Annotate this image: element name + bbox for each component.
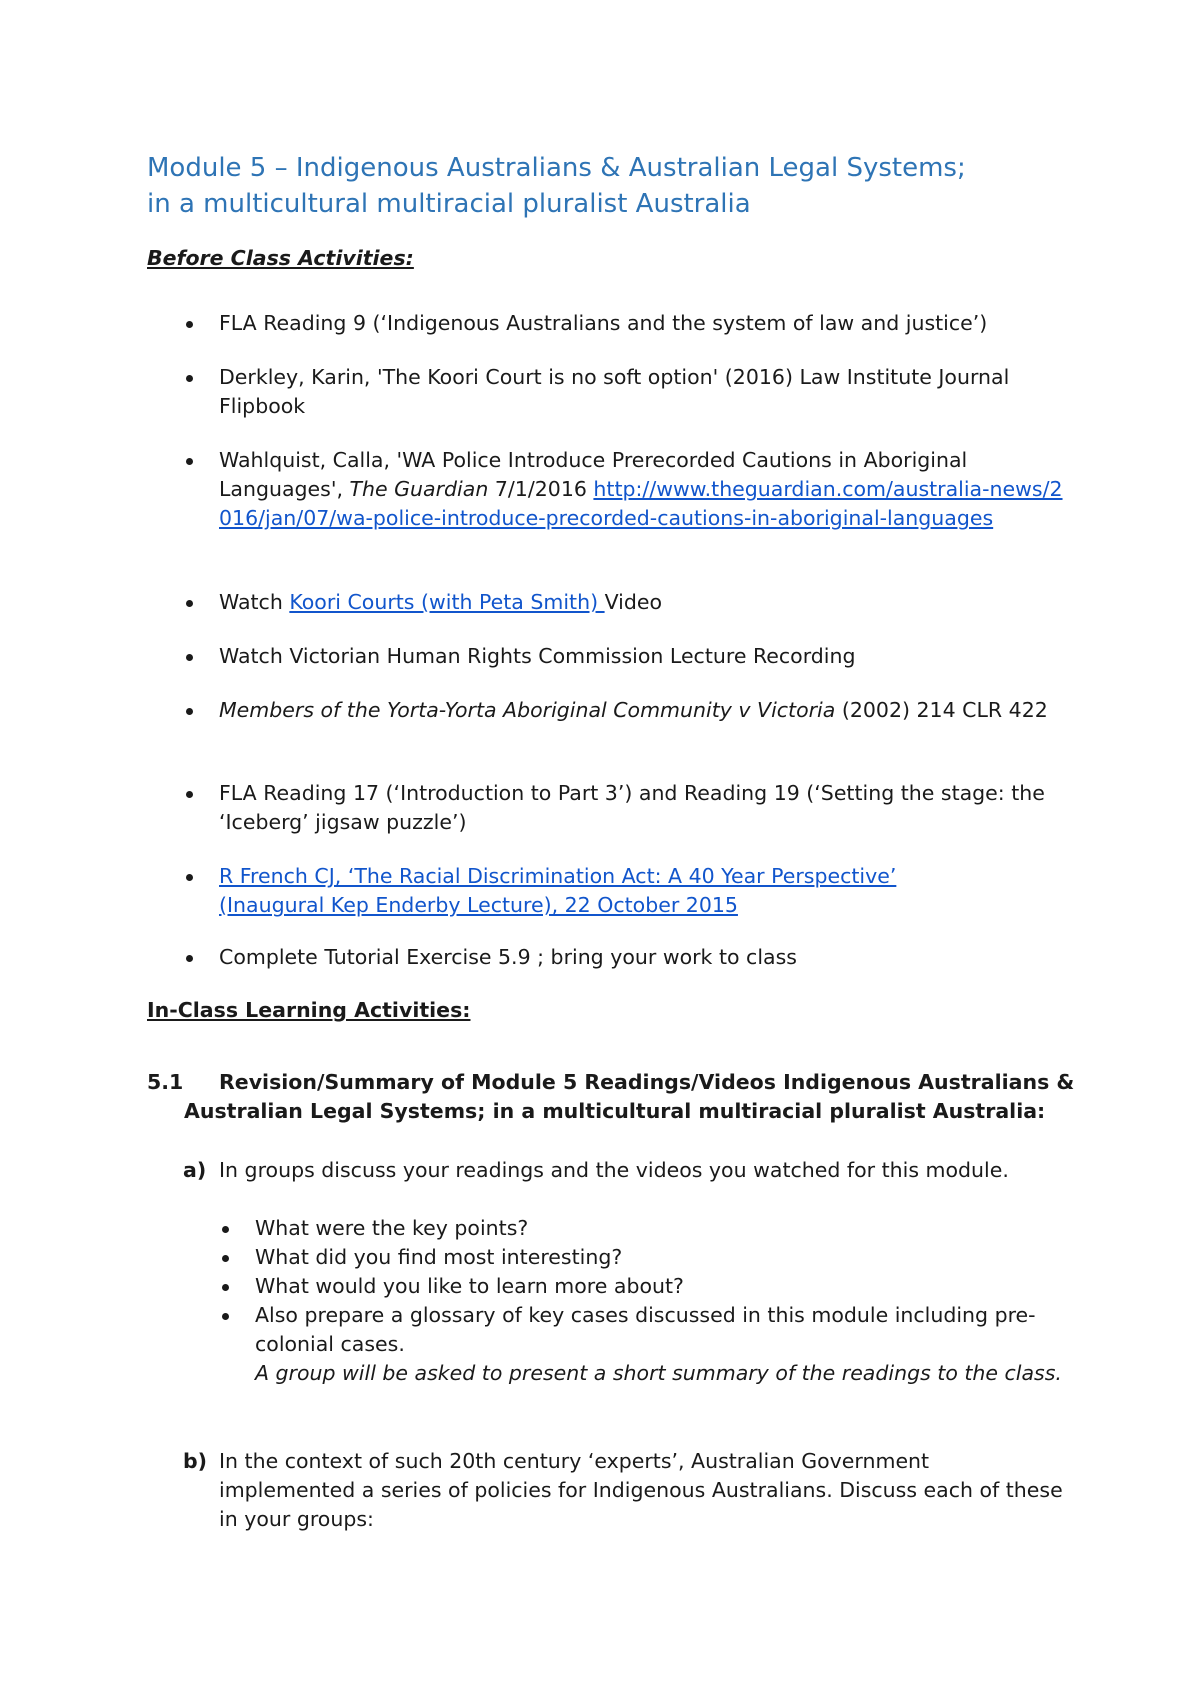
racial-discrimination-lecture-link[interactable]: R French CJ, ‘The Racial Discrimination Act: A 40 Year Perspective’ (Inaugural Kep Enderby Lecture), 22 October 2015 [219,864,897,917]
bullet-icon [222,1284,229,1291]
bullet-icon [222,1226,229,1233]
bullet-icon [186,375,193,382]
title-line-1: Module 5 – Indigenous Australians & Australian Legal Systems; [147,153,966,183]
before-class-heading: Before Class Activities: [147,246,414,270]
item-letter: a) [183,1158,207,1182]
section-number: 5.1 [147,1070,184,1094]
list-item: FLA Reading 9 (‘Indigenous Australians and the system of law and justice’) [219,309,1079,338]
bullet-icon [186,458,193,465]
koori-courts-video-link[interactable]: Koori Courts (with Peta Smith) [289,590,605,614]
bullet-icon [222,1313,229,1320]
bullet-icon [186,654,193,661]
list-item: FLA Reading 17 (‘Introduction to Part 3’) and Reading 19 (‘Setting the stage: the ‘Iceberg’ jigsaw puzzle’) [219,779,1079,837]
list-item [219,862,979,920]
list-item: Members of the Yorta-Yorta Aboriginal Community v Victoria (2002) 214 CLR 422 [219,696,1079,725]
bullet-icon [186,708,193,715]
section-title: Revision/Summary of Module 5 Readings/Videos Indigenous Australians & Australian Legal Systems; in a multicultural multiracial pluralist Australia: [184,1070,1075,1123]
list-item: Watch Victorian Human Rights Commission Lecture Recording [219,642,1079,671]
list-item: What were the key points? [255,1214,1075,1243]
in-class-heading: In-Class Learning Activities: [147,998,471,1022]
list-item: Complete Tutorial Exercise 5.9 ; bring your work to class [219,943,1079,972]
list-item: What did you find most interesting? [255,1243,1075,1272]
bullet-icon [186,791,193,798]
list-item: Derkley, Karin, 'The Koori Court is no soft option' (2016) Law Institute Journal Flipbook [219,363,1079,421]
list-item: Wahlquist, Calla, 'WA Police Introduce Prerecorded Cautions in Aboriginal Languages', The Guardian 7/1/2016 http://www.theguardian.com/australia-news/2016/jan/07/wa-police-introduce-precorded-cautions-in-aboriginal-languages [219,446,1069,533]
item-text: In the context of such 20th century ‘experts’, Australian Government implemented a series of policies for Indigenous Australians. Discuss each of these in your groups: [219,1449,1063,1531]
list-item: Watch Koori Courts (with Peta Smith) Video [219,588,1079,617]
bullet-icon [186,955,193,962]
page-title [147,150,1107,222]
item-letter: b) [183,1449,208,1473]
list-item: What would you like to learn more about? [255,1272,1075,1301]
section-5-1 [147,1068,1087,1628]
title-line-2: in a multicultural multiracial pluralist Australia [147,189,751,219]
bullet-icon [222,1255,229,1262]
bullet-icon [186,321,193,328]
bullet-icon [186,874,193,881]
guardian-article-link[interactable]: http://www.theguardian.com/australia-news/2016/jan/07/wa-police-introduce-precorded-cautions-in-aboriginal-languages [219,477,1063,530]
bullet-icon [186,600,193,607]
item-text: In groups discuss your readings and the videos you watched for this module. [219,1158,1009,1182]
list-item: Also prepare a glossary of key cases discussed in this module including pre-colonial cases. [255,1301,1075,1359]
group-presentation-note: A group will be asked to present a short summary of the readings to the class. [255,1361,1062,1385]
